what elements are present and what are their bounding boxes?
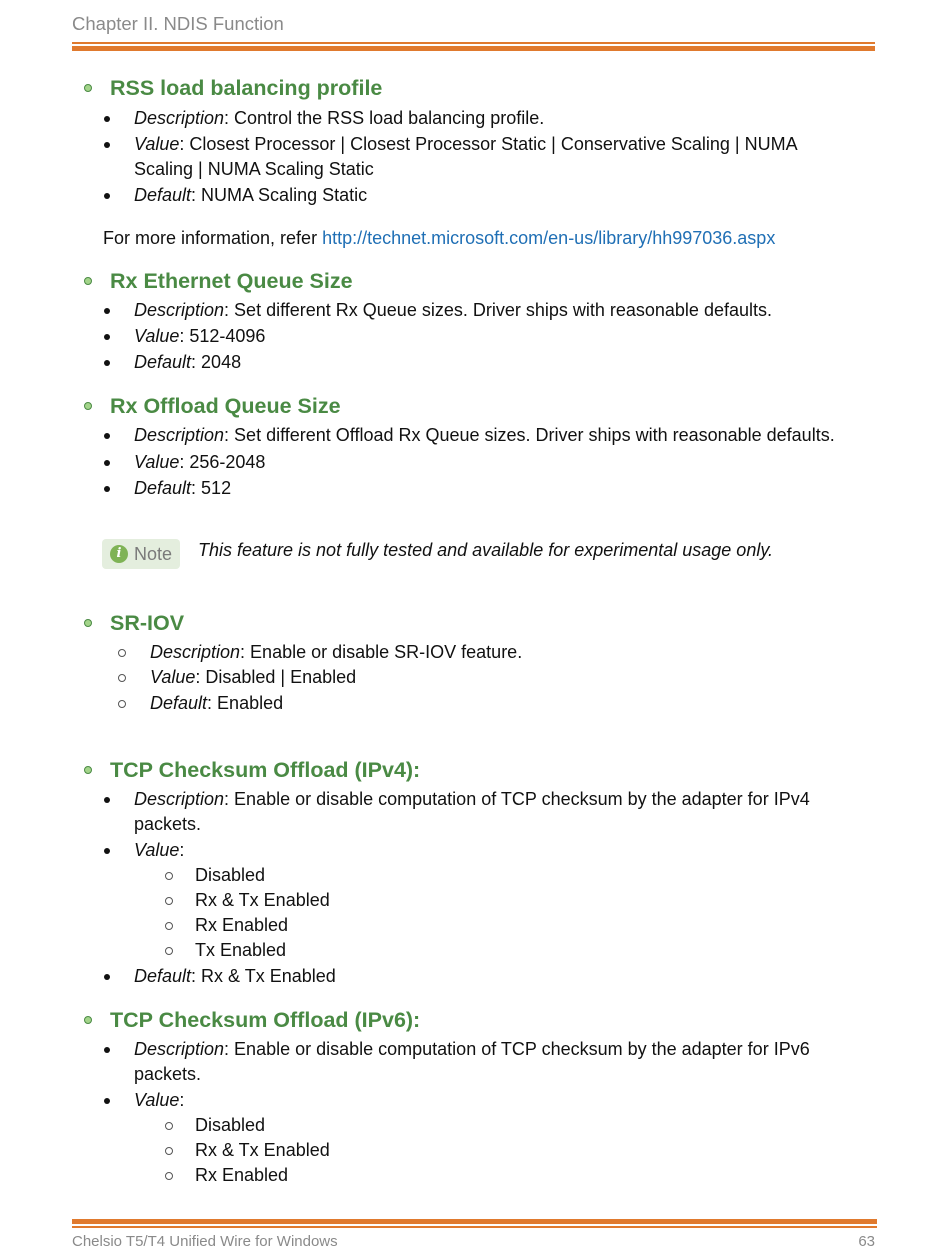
rss-default xyxy=(134,183,367,208)
description-text: : Set different Offload Rx Queue sizes. Driver ships with reasonable defaults. xyxy=(224,425,835,445)
page-number: 63 xyxy=(858,1233,875,1250)
rss-value-continued: Scaling | NUMA Scaling Static xyxy=(134,159,374,179)
default-text: : NUMA Scaling Static xyxy=(191,185,368,205)
tcp4-option: Tx Enabled xyxy=(195,940,287,960)
sub-bullet-icon xyxy=(165,922,173,930)
default-label: Default xyxy=(134,352,192,372)
section-title-tcp-ipv6: TCP Checksum Offload (IPv6): xyxy=(110,1008,421,1032)
default-label: Default xyxy=(150,693,208,713)
description-text: : Enable or disable SR-IOV feature. xyxy=(240,642,523,662)
section-title-rss: RSS load balancing profile xyxy=(110,76,383,100)
value-label: Value xyxy=(150,667,196,687)
section-title-tcp-ipv4: TCP Checksum Offload (IPv4): xyxy=(110,758,421,782)
chapter-header: Chapter II. NDIS Function xyxy=(72,13,284,34)
tcp6-option: Rx & Tx Enabled xyxy=(195,1140,330,1160)
default-text: : Enabled xyxy=(207,693,284,713)
section-bullet-icon xyxy=(84,277,92,285)
description-label: Description xyxy=(134,300,225,320)
value-colon: : xyxy=(179,840,185,860)
tcp6-value xyxy=(134,1088,184,1113)
section-title-rx-offload: Rx Offload Queue Size xyxy=(110,394,341,418)
sriov-value xyxy=(150,665,356,690)
description-label: Description xyxy=(134,1039,225,1059)
value-label: Value xyxy=(134,1090,180,1110)
section-bullet-icon xyxy=(84,402,92,410)
value-label: Value xyxy=(134,134,180,154)
description-label: Description xyxy=(150,642,241,662)
description-label: Description xyxy=(134,425,225,445)
tcp6-option: Rx Enabled xyxy=(195,1165,289,1185)
section-bullet-icon xyxy=(84,1016,92,1024)
tcp4-option: Rx & Tx Enabled xyxy=(195,890,330,910)
description-text: : Enable or disable computation of TCP checksum by the adapter for IPv6 xyxy=(224,1039,810,1059)
sub-bullet-icon xyxy=(165,1147,173,1155)
footer-title: Chelsio T5/T4 Unified Wire for Windows xyxy=(72,1233,338,1250)
default-text: : 512 xyxy=(191,478,232,498)
bullet-icon xyxy=(104,193,110,199)
more-info-text: For more information, refer xyxy=(103,228,323,248)
default-label: Default xyxy=(134,185,192,205)
bullet-icon xyxy=(104,460,110,466)
bullet-icon xyxy=(104,334,110,340)
note-badge xyxy=(102,539,180,569)
tcp4-default xyxy=(134,964,336,989)
sub-bullet-icon xyxy=(118,700,126,708)
default-label: Default xyxy=(134,966,192,986)
section-title-rx-ethernet: Rx Ethernet Queue Size xyxy=(110,269,353,293)
rx-offload-description xyxy=(134,423,835,448)
bullet-icon xyxy=(104,142,110,148)
more-info-line xyxy=(103,228,775,249)
description-label: Description xyxy=(134,789,225,809)
section-bullet-icon xyxy=(84,619,92,627)
default-label: Default xyxy=(134,478,192,498)
tcp6-description xyxy=(134,1037,810,1062)
tcp4-value xyxy=(134,838,184,863)
rx-eth-default xyxy=(134,350,241,375)
bullet-icon xyxy=(104,486,110,492)
value-label: Value xyxy=(134,452,180,472)
technet-link[interactable]: http://technet.microsoft.com/en-us/library/hh997036.aspx xyxy=(322,228,776,248)
rx-eth-description xyxy=(134,298,772,323)
tcp4-option: Disabled xyxy=(195,865,266,885)
sriov-default xyxy=(150,691,283,716)
default-text: : Rx & Tx Enabled xyxy=(191,966,336,986)
sub-bullet-icon xyxy=(165,1122,173,1130)
rx-offload-default xyxy=(134,476,231,501)
sriov-description xyxy=(150,640,522,665)
value-text: : Closest Processor | Closest Processor Static | Conservative Scaling | NUMA xyxy=(179,134,798,154)
bullet-icon xyxy=(104,433,110,439)
tcp4-description-continued: packets. xyxy=(134,814,202,834)
note-text: This feature is not fully tested and available for experimental usage only. xyxy=(198,540,773,560)
description-label: Description xyxy=(134,108,225,128)
default-text: : 2048 xyxy=(191,352,242,372)
description-text: : Control the RSS load balancing profile. xyxy=(224,108,545,128)
rss-description xyxy=(134,106,544,131)
description-text: : Set different Rx Queue sizes. Driver ships with reasonable defaults. xyxy=(224,300,772,320)
tcp6-option: Disabled xyxy=(195,1115,266,1135)
info-icon: i xyxy=(110,545,128,563)
value-label: Value xyxy=(134,326,180,346)
sub-bullet-icon xyxy=(118,674,126,682)
section-bullet-icon xyxy=(84,84,92,92)
value-colon: : xyxy=(179,1090,185,1110)
bullet-icon xyxy=(104,116,110,122)
tcp6-description-continued: packets. xyxy=(134,1064,202,1084)
sub-bullet-icon xyxy=(118,649,126,657)
value-text: : 512-4096 xyxy=(179,326,266,346)
note-label: Note xyxy=(134,544,173,564)
bullet-icon xyxy=(104,1098,110,1104)
tcp4-option: Rx Enabled xyxy=(195,915,289,935)
tcp4-description xyxy=(134,787,810,812)
sub-bullet-icon xyxy=(165,897,173,905)
rx-offload-value xyxy=(134,450,265,475)
sub-bullet-icon xyxy=(165,947,173,955)
value-text: : Disabled | Enabled xyxy=(195,667,357,687)
value-text: : 256-2048 xyxy=(179,452,266,472)
description-text: : Enable or disable computation of TCP checksum by the adapter for IPv4 xyxy=(224,789,810,809)
rx-eth-value xyxy=(134,324,265,349)
rss-value xyxy=(134,132,798,157)
bullet-icon xyxy=(104,797,110,803)
sub-bullet-icon xyxy=(165,872,173,880)
bullet-icon xyxy=(104,360,110,366)
section-title-sriov: SR-IOV xyxy=(110,611,185,635)
sub-bullet-icon xyxy=(165,1172,173,1180)
bullet-icon xyxy=(104,848,110,854)
value-label: Value xyxy=(134,840,180,860)
bullet-icon xyxy=(104,1047,110,1053)
bullet-icon xyxy=(104,974,110,980)
section-bullet-icon xyxy=(84,766,92,774)
bullet-icon xyxy=(104,308,110,314)
